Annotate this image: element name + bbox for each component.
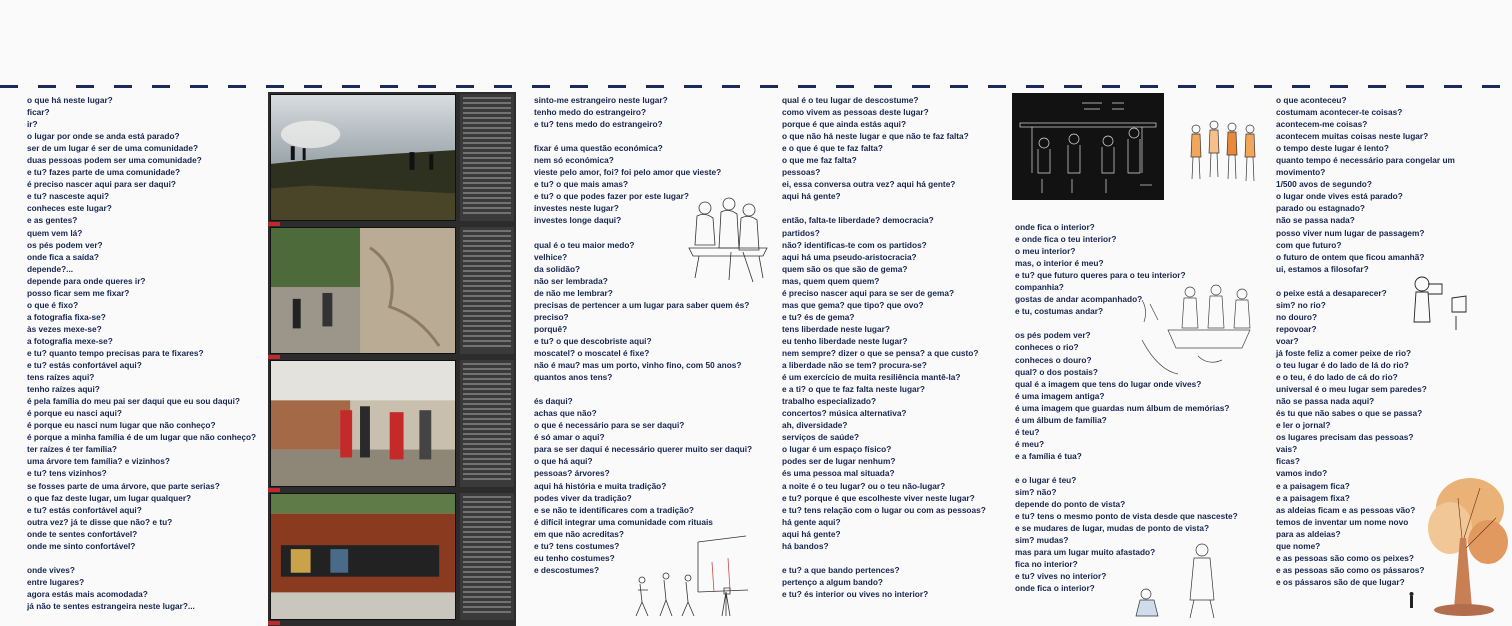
- red-label-marker: [268, 222, 280, 226]
- question-line: e os pássaros são de que lugar?: [1276, 576, 1405, 587]
- blank-line: [534, 130, 752, 142]
- sketch-table-gathering: [1138, 280, 1274, 378]
- question-line: o que faz deste lugar, um lugar qualquer?: [27, 492, 192, 503]
- questions-column-3: [782, 94, 986, 600]
- question-line: em que não acreditas?: [534, 528, 624, 539]
- question-line: pertenço a algum bando?: [782, 576, 883, 587]
- question-line: gostas de andar acompanhado?: [1015, 294, 1143, 305]
- question-line: e tu? o que descobriste aqui?: [534, 335, 652, 346]
- question-line: trabalho especializado?: [782, 396, 877, 407]
- question-line: com que futuro?: [1276, 239, 1342, 250]
- question-line: e o que é que te faz falta?: [782, 143, 883, 154]
- question-line: é porque a minha família é de um lugar que não conheço?: [27, 432, 257, 443]
- question-line: ui, estamos a filosofar?: [1276, 263, 1369, 274]
- question-line: depende do ponto de vista?: [1015, 499, 1126, 510]
- question-line: os pés podem ver?: [27, 239, 103, 250]
- question-line: o peixe está a desaparecer?: [1276, 287, 1387, 298]
- question-line: o tempo deste lugar é lento?: [1276, 143, 1389, 154]
- question-line: então, falta-te liberdade? democracia?: [782, 215, 934, 226]
- question-line: e tu, costumas andar?: [1015, 306, 1104, 317]
- chalk-drawing-bar-scene: [1012, 93, 1164, 200]
- question-line: e tu? és de gema?: [782, 311, 855, 322]
- question-line: tenho medo do estrangeiro?: [534, 107, 647, 118]
- question-line: os pés podem ver?: [1015, 330, 1091, 341]
- question-line: às vezes mexe-se?: [27, 323, 102, 334]
- question-line: mas, quem quem quem?: [782, 275, 880, 286]
- question-line: partidos?: [782, 227, 820, 238]
- question-line: conheces este lugar?: [27, 203, 112, 214]
- question-line: tenho raízes aqui?: [27, 384, 100, 395]
- question-line: entre lugares?: [27, 576, 85, 587]
- question-line: onde fica o interior?: [1015, 222, 1095, 232]
- question-line: e tu? a que bando pertences?: [782, 564, 900, 575]
- question-line: o lugar onde vives está parado?: [1276, 191, 1403, 202]
- question-line: e tu? tens vizinhos?: [27, 468, 107, 479]
- question-line: já não te sentes estrangeira neste lugar?...: [27, 600, 195, 611]
- question-line: e tu? tens relação com o lugar ou com as pessoas?: [782, 504, 986, 515]
- develop-panel-4: [460, 493, 514, 620]
- question-line: de não me lembrar?: [534, 287, 613, 298]
- questions-column-2: [534, 94, 752, 576]
- develop-panel-2: [460, 227, 514, 354]
- question-line: duas pessoas podem ser uma comunidade?: [27, 155, 202, 166]
- question-line: porque é que ainda estás aqui?: [782, 119, 907, 130]
- question-line: e tu? tens costumes?: [534, 540, 620, 551]
- question-line: é uma imagem antiga?: [1015, 390, 1105, 401]
- question-line: velhice?: [534, 251, 568, 262]
- question-line: vamos indo?: [1276, 468, 1328, 479]
- question-line: o que me faz falta?: [782, 155, 857, 166]
- question-line: eu tenho costumes?: [534, 552, 615, 563]
- question-line: o que não há neste lugar e que não te faz falta?: [782, 131, 969, 142]
- question-line: preciso?: [534, 311, 569, 322]
- question-line: não? identificas-te com os partidos?: [782, 239, 927, 250]
- question-line: aqui há gente?: [782, 191, 841, 202]
- question-line: quanto tempo é necessário para congelar um: [1276, 155, 1455, 166]
- question-line: e tu? quanto tempo precisas para te fixares?: [27, 347, 204, 358]
- question-line: és tu que não sabes o que se passa?: [1276, 408, 1423, 419]
- question-line: não se passa nada?: [1276, 215, 1355, 226]
- question-line: tens raízes aqui?: [27, 372, 95, 383]
- question-line: as aldeias ficam e as pessoas vão?: [1276, 504, 1416, 515]
- question-line: sim? não?: [1015, 487, 1057, 498]
- question-line: fica no interior?: [1015, 559, 1078, 570]
- question-line: e se não te identificares com a tradição?: [534, 504, 695, 515]
- question-line: ser de um lugar é ser de uma comunidade?: [27, 143, 199, 154]
- question-line: podes viver da tradição?: [534, 492, 632, 503]
- question-line: quem vem lá?: [27, 227, 83, 238]
- question-line: qual é a imagem que tens do lugar onde vives?: [1015, 378, 1202, 389]
- question-line: o meu interior?: [1015, 246, 1076, 257]
- question-line: quantos anos tens?: [534, 372, 613, 383]
- question-line: achas que não?: [534, 408, 597, 419]
- red-label-marker: [268, 355, 280, 359]
- question-line: parado ou estagnado?: [1276, 203, 1365, 214]
- question-line: a liberdade não se tem? procura-se?: [782, 360, 927, 371]
- develop-panel-3: [460, 360, 514, 487]
- question-line: voar?: [1276, 335, 1299, 346]
- photo-group-in-street: [270, 360, 456, 487]
- question-line: qual é o teu maior medo?: [534, 239, 635, 250]
- question-line: aqui há gente?: [782, 528, 841, 539]
- question-line: mas que gema? que tipo? que ovo?: [782, 299, 924, 310]
- question-line: repovoar?: [1276, 323, 1317, 334]
- blank-line: [782, 552, 986, 564]
- question-line: vieste pelo amor, foi? foi pelo amor que vieste?: [534, 167, 722, 178]
- question-line: és uma pessoa mal situada?: [782, 468, 895, 479]
- question-line: o que há neste lugar?: [27, 95, 113, 105]
- question-line: é pela família do meu pai ser daqui que eu sou daqui?: [27, 396, 240, 407]
- question-line: pessoas? árvores?: [534, 468, 610, 479]
- question-line: e tu? tens medo do estrangeiro?: [534, 119, 663, 130]
- question-line: e onde fica o teu interior?: [1015, 234, 1117, 245]
- question-line: é um álbum de família?: [1015, 414, 1107, 425]
- question-line: já foste feliz a comer peixe de rio?: [1276, 347, 1412, 358]
- question-line: há bandos?: [782, 540, 829, 551]
- question-line: onde vives?: [27, 564, 75, 575]
- red-label-marker: [268, 488, 280, 492]
- question-line: o lugar por onde se anda está parado?: [27, 131, 180, 142]
- question-line: e a paisagem fixa?: [1276, 492, 1350, 503]
- question-line: é porque eu nasci num lugar que não conheço?: [27, 420, 216, 431]
- question-line: ficas?: [1276, 456, 1300, 467]
- question-line: investes longe daqui?: [534, 215, 622, 226]
- sketch-group-colored: [1186, 117, 1268, 187]
- question-line: se fosses parte de uma árvore, que parte serias?: [27, 480, 220, 491]
- question-line: o que há aqui?: [534, 456, 593, 467]
- question-line: ah, diversidade?: [782, 420, 848, 431]
- question-line: uma árvore tem família? e vizinhos?: [27, 456, 170, 467]
- question-line: para as aldeias?: [1276, 528, 1341, 539]
- question-line: e tu? o que mais amas?: [534, 179, 629, 190]
- question-line: o que é fixo?: [27, 299, 79, 310]
- question-line: é difícil integrar uma comunidade com rituais: [534, 516, 713, 527]
- sketch-people-sitting: [1128, 538, 1228, 620]
- question-line: da solidão?: [534, 263, 581, 274]
- question-line: e tu? que futuro queres para o teu interior?: [1015, 270, 1186, 281]
- question-line: é preciso nascer aqui para ser daqui?: [27, 179, 176, 190]
- question-line: mas para um lugar muito afastado?: [1015, 547, 1156, 558]
- question-line: os lugares precisam das pessoas?: [1276, 432, 1414, 443]
- question-line: e ler o jornal?: [1276, 420, 1331, 431]
- question-line: e tu? és interior ou vives no interior?: [782, 588, 929, 599]
- question-line: e as gentes?: [27, 215, 78, 226]
- question-line: e tu? vives no interior?: [1015, 571, 1107, 582]
- question-line: e tu? porque é que escolheste viver neste lugar?: [782, 492, 975, 503]
- question-line: sinto-me estrangeiro neste lugar?: [534, 95, 668, 105]
- question-line: e as pessoas são como os pássaros?: [1276, 564, 1425, 575]
- question-line: onde me sinto confortável?: [27, 540, 136, 551]
- question-line: e tu? estás confortável aqui?: [27, 504, 142, 515]
- question-line: e tu? nasceste aqui?: [27, 191, 110, 202]
- question-line: sim? no rio?: [1276, 299, 1326, 310]
- blank-line: [534, 383, 752, 395]
- question-line: ir?: [27, 119, 38, 130]
- question-line: depende para onde queres ir?: [27, 275, 146, 286]
- question-line: onde te sentes confortável?: [27, 528, 138, 539]
- question-line: podes ser de lugar nenhum?: [782, 456, 896, 467]
- question-line: como vivem as pessoas deste lugar?: [782, 107, 929, 118]
- question-line: ter raízes é ter família?: [27, 444, 117, 455]
- question-line: aqui há história e muita tradição?: [534, 480, 667, 491]
- question-line: companhia?: [1015, 282, 1064, 293]
- question-line: vais?: [1276, 444, 1298, 455]
- question-line: depende?...: [27, 263, 74, 274]
- question-line: precisas de pertencer a um lugar para saber quem és?: [534, 299, 750, 310]
- question-line: qual é o teu lugar de descostume?: [782, 95, 919, 105]
- question-line: é meu?: [1015, 438, 1045, 449]
- question-line: e tu? estás confortável aqui?: [27, 360, 142, 371]
- question-line: e as pessoas são como os peixes?: [1276, 552, 1414, 563]
- question-line: e tu? fazes parte de uma comunidade?: [27, 167, 181, 178]
- question-line: é teu?: [1015, 426, 1040, 437]
- question-line: no douro?: [1276, 311, 1318, 322]
- question-line: e descostumes?: [534, 564, 600, 575]
- question-line: nem sempre? dizer o que se pensa? a que custo?: [782, 347, 979, 358]
- sketch-photographer-camera: [1408, 272, 1470, 334]
- question-line: conheces o rio?: [1015, 342, 1079, 353]
- photo-street-wall: [270, 227, 456, 354]
- question-line: concertos? música alternativa?: [782, 408, 907, 419]
- question-line: serviços de saúde?: [782, 432, 860, 443]
- develop-panel-1: [460, 94, 514, 221]
- sketch-photographers: [628, 532, 753, 620]
- question-line: o futuro de ontem que ficou amanhã?: [1276, 251, 1425, 262]
- question-line: que nome?: [1276, 540, 1321, 551]
- question-line: eu tenho liberdade neste lugar?: [782, 335, 908, 346]
- dashed-divider: [0, 85, 1512, 88]
- question-line: movimento?: [1276, 167, 1326, 178]
- question-line: e o teu, é do lado de cá do rio?: [1276, 372, 1398, 383]
- question-line: universal é o meu lugar sem paredes?: [1276, 384, 1427, 395]
- question-line: aqui há uma pseudo-aristocracia?: [782, 251, 917, 262]
- photo-editor-strip: [268, 92, 516, 626]
- question-line: onde fica o interior?: [1015, 583, 1095, 594]
- question-line: ficar?: [27, 107, 50, 118]
- question-line: nem só económica?: [534, 155, 614, 166]
- question-line: a fotografia fixa-se?: [27, 311, 106, 322]
- question-line: o que aconteceu?: [1276, 95, 1347, 105]
- photo-rusty-building: [270, 493, 456, 620]
- question-line: é preciso nascer aqui para se ser de gema?: [782, 287, 955, 298]
- question-line: e tu? tens o mesmo ponto de vista desde que nasceste?: [1015, 511, 1238, 522]
- blank-line: [27, 552, 256, 564]
- question-line: e o lugar é teu?: [1015, 474, 1077, 485]
- question-line: mas, o interior é meu?: [1015, 258, 1104, 269]
- question-line: acontecem muitas coisas neste lugar?: [1276, 131, 1429, 142]
- question-line: fixar é uma questão económica?: [534, 143, 663, 154]
- sketch-people-at-table: [683, 190, 773, 285]
- photo-hilltop-sunset: [270, 94, 456, 221]
- question-line: quem são os que são de gema?: [782, 263, 908, 274]
- question-line: e a família é tua?: [1015, 450, 1082, 461]
- question-line: temos de inventar um nome novo: [1276, 516, 1409, 527]
- sketch-orange-tree: [1400, 468, 1512, 620]
- question-line: agora estás mais acomodada?: [27, 588, 148, 599]
- question-line: é uma imagem que guardas num álbum de memórias?: [1015, 402, 1230, 413]
- question-line: é só amar o aqui?: [534, 432, 605, 443]
- question-line: conheces o douro?: [1015, 354, 1092, 365]
- question-line: e a ti? o que te faz falta neste lugar?: [782, 384, 925, 395]
- question-line: investes neste lugar?: [534, 203, 619, 214]
- question-line: acontecem-me coisas?: [1276, 119, 1368, 130]
- question-line: há gente aqui?: [782, 516, 841, 527]
- blank-line: [1015, 462, 1238, 474]
- questions-column-1: [27, 94, 256, 612]
- question-line: porquê?: [534, 323, 568, 334]
- question-line: a fotografia mexe-se?: [27, 335, 113, 346]
- question-line: outra vez? já te disse que não? e tu?: [27, 516, 173, 527]
- question-line: ei, essa conversa outra vez? aqui há gente?: [782, 179, 956, 190]
- question-line: e tu? o que podes fazer por este lugar?: [534, 191, 689, 202]
- question-line: não se passa nada aqui?: [1276, 396, 1375, 407]
- question-line: 1/500 avos de segundo?: [1276, 179, 1372, 190]
- question-line: o teu lugar é do lado de lá do rio?: [1276, 360, 1409, 371]
- question-line: é porque eu nasci aqui?: [27, 408, 122, 419]
- question-line: a noite é o teu lugar? ou o teu não-lugar?: [782, 480, 946, 491]
- blank-line: [782, 202, 986, 214]
- question-line: é um exercício de muita resiliência mantê-la?: [782, 372, 961, 383]
- question-line: e se mudares de lugar, mudas de ponto de vista?: [1015, 523, 1210, 534]
- question-line: costumam acontecer-te coisas?: [1276, 107, 1403, 118]
- question-line: e a paisagem fica?: [1276, 480, 1350, 491]
- question-line: não ser lembrada?: [534, 275, 608, 286]
- question-line: pessoas?: [782, 167, 821, 178]
- question-line: sim? mudas?: [1015, 535, 1069, 546]
- red-label-marker: [268, 621, 280, 625]
- question-line: és daqui?: [534, 396, 573, 407]
- question-line: qual? o dos postais?: [1015, 366, 1098, 377]
- question-line: moscatel? o moscatel é fixe?: [534, 347, 650, 358]
- question-line: onde fica a saída?: [27, 251, 99, 262]
- question-line: posso viver num lugar de passagem?: [1276, 227, 1425, 238]
- question-line: o que é necessário para se ser daqui?: [534, 420, 685, 431]
- question-line: posso ficar sem me fixar?: [27, 287, 130, 298]
- question-line: para se ser daqui é necessário querer muito ser daqui?: [534, 444, 753, 455]
- question-line: tens liberdade neste lugar?: [782, 323, 890, 334]
- question-line: não é mau? mas um porto, vinho fino, com 50 anos?: [534, 360, 742, 371]
- question-line: o lugar é um espaço físico?: [782, 444, 892, 455]
